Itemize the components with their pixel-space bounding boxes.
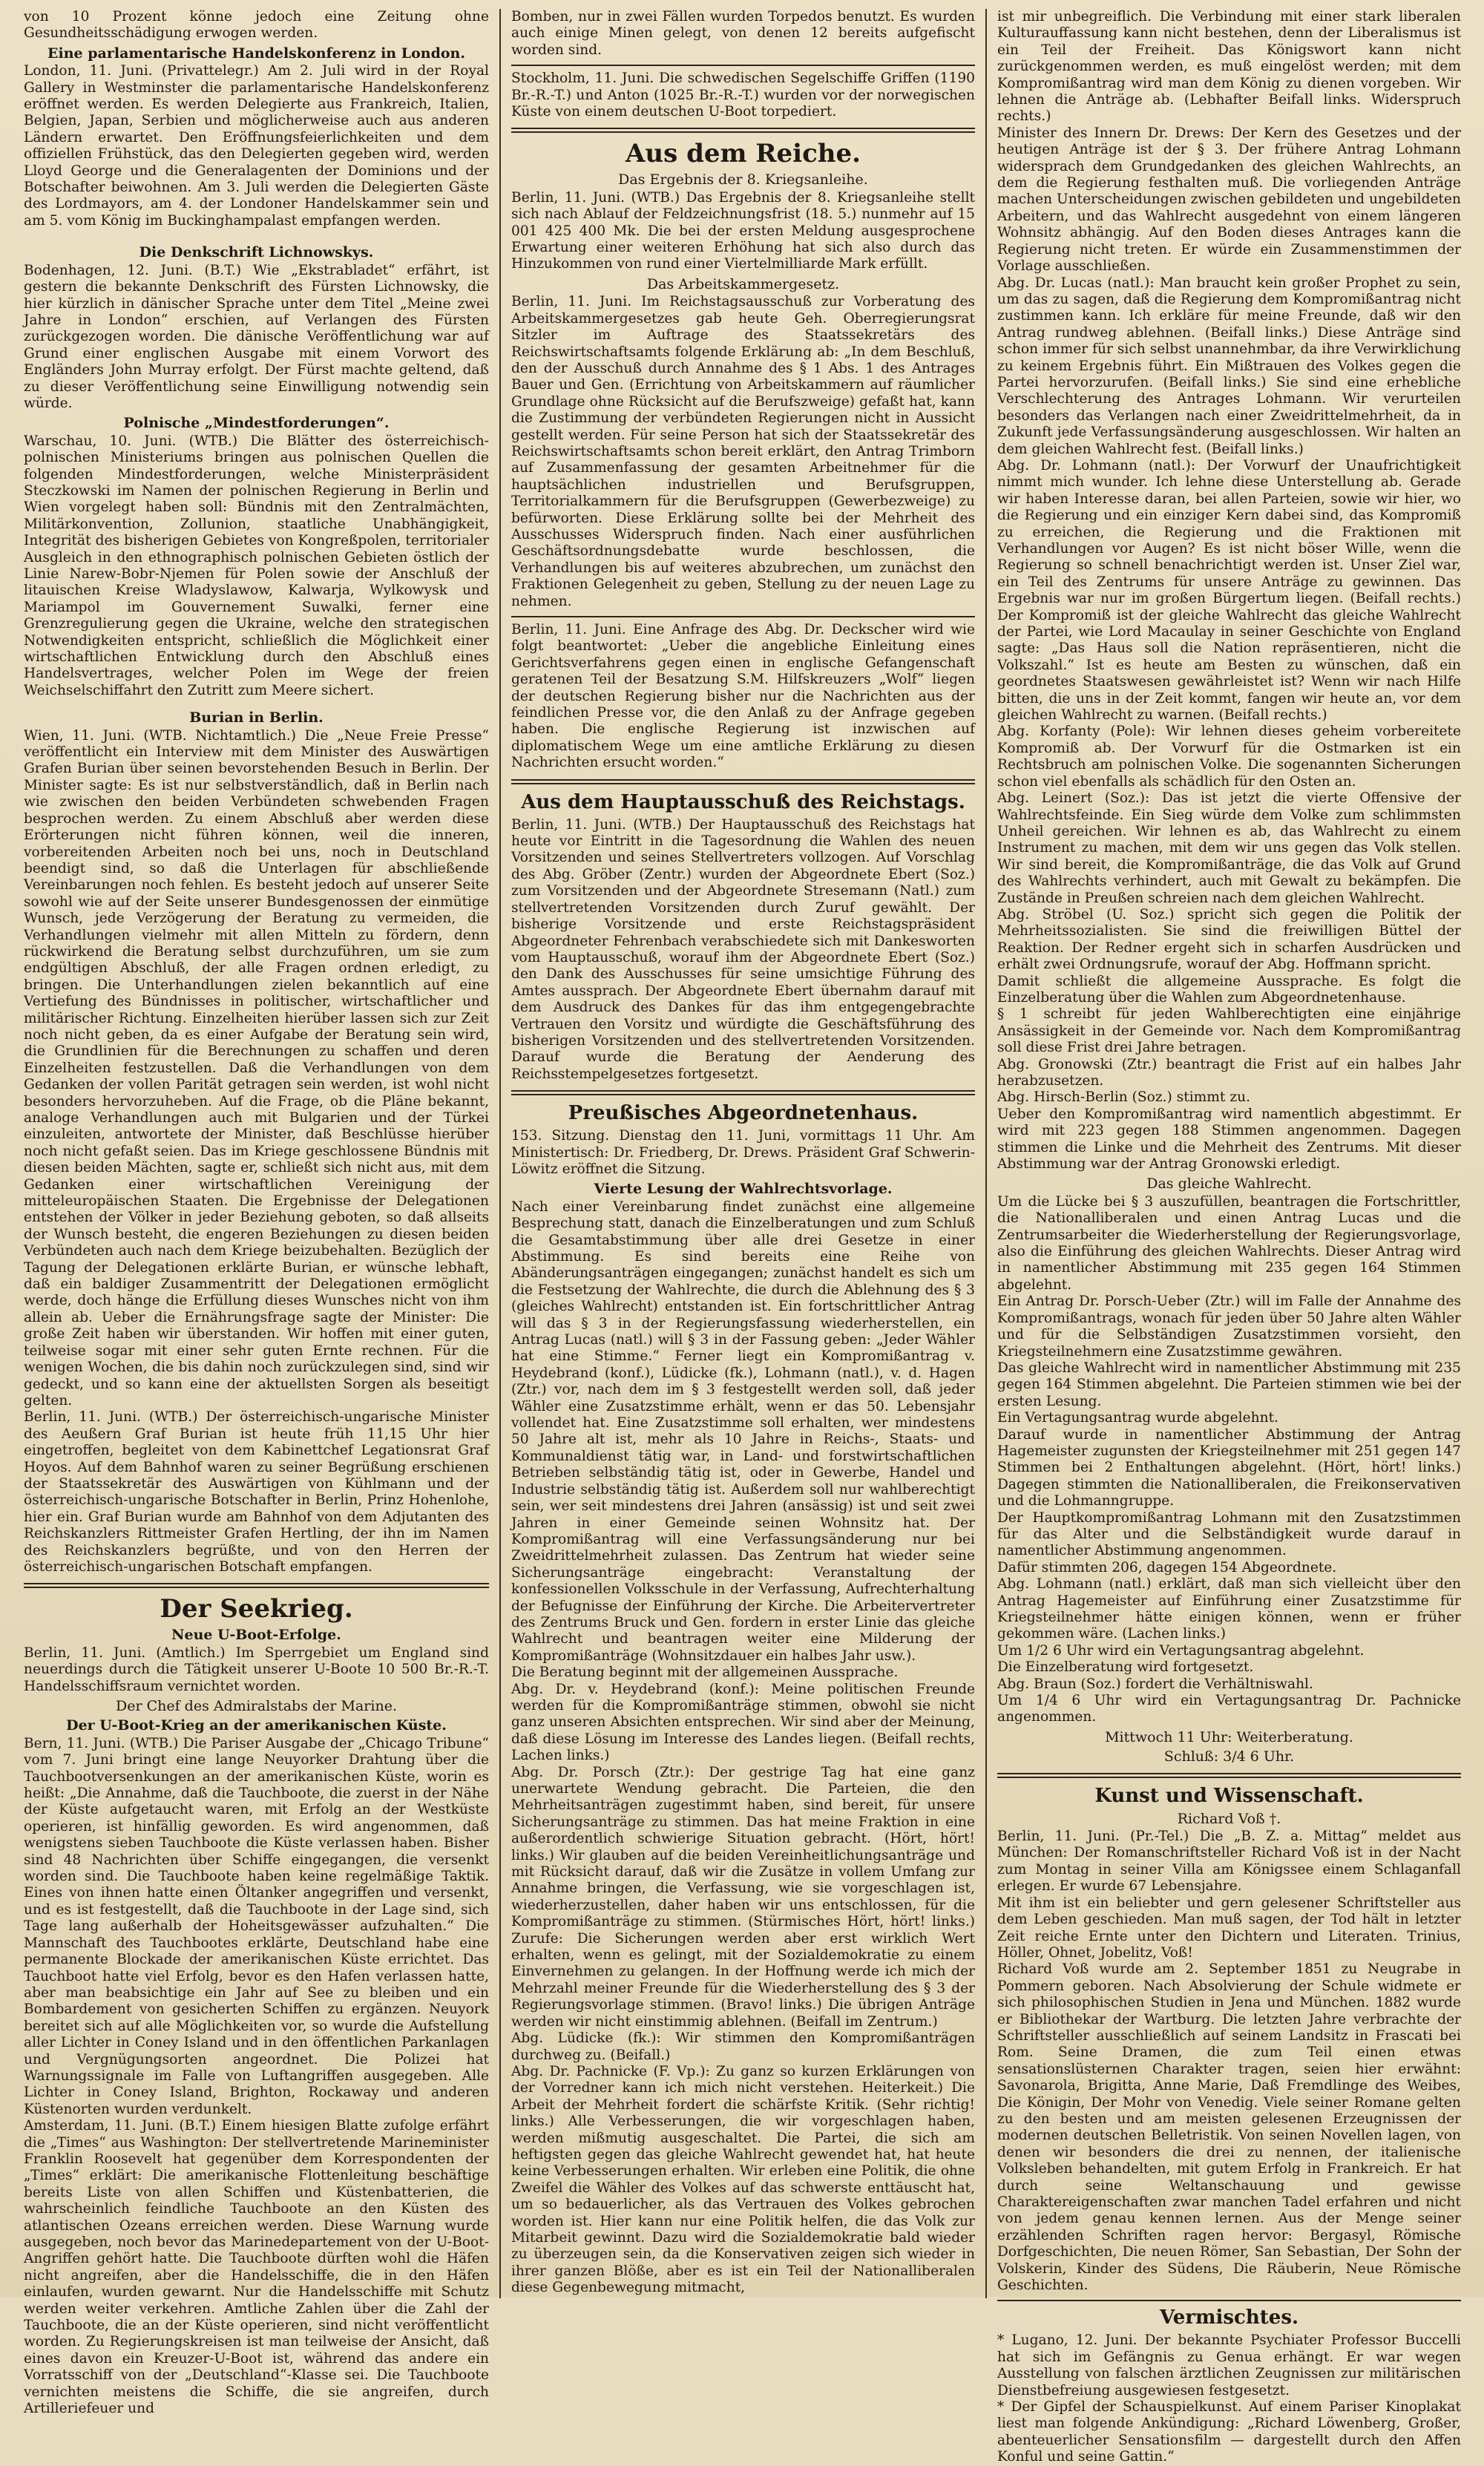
article-text: Abg. Ströbel (U. Soz.) spricht sich gegen die Politik der Mehrheitssozialisten. Sie sind die freiwilligen Büttel der Reaktion. Der Redner ergeht sich in scharfen Ausdrücken und erhält zwei Ordnungsrufe, worauf der Abg. Hoffmann spricht. <box>997 906 1461 973</box>
column-3 <box>985 9 1471 2465</box>
article-text: Berlin, 11. Juni. (WTB.) Der Hauptausschuß des Reichstags hat heute vor Eintritt in die Tagesordnung die Wahlen des neuen Vorsitzenden und seines Stellvertreters vollzogen. Auf Vorschlag des Abg. Gröber (Zentr.) wurden der Abgeordnete Ebert (Soz.) zum Vorsitzenden und der Abgeordnete Stresemann (Natl.) zum stellvertretenden Vorsitzenden durch Zuruf gewählt. Der bisherige Vorsitzende und erste Reichstagspräsident Abgeordneter Fehrenbach verabschiedete sich mit Dankesworten vom Hauptausschuß, worauf ihm der Abgeordnete Ebert (Soz.) den Dank des Ausschusses für seine umsichtige Führung des Amtes aussprach. Der Abgeordnete Ebert übernahm darauf mit dem Ausdruck des Dankes für das ihm entgegengebrachte Vertrauen den Vorsitz und würdigte die Geschäftsführung des bisherigen Vorsitzenden und des stellvertretenden Vorsitzenden. Darauf wurde die Beratung der Aenderung des Reichsstempelgesetzes fortgesetzt. <box>511 816 975 1082</box>
article-text: Der Hauptkompromißantrag Lohmann mit den Zusatzstimmen für das Alter und die Selbständigkeit wurde darauf in namentlicher Abstimmung angenommen. <box>997 1509 1461 1559</box>
section-rule <box>511 128 975 133</box>
article-text: Abg. Lohmann (natl.) erklärt, daß man sich vielleicht über den Antrag Hagemeister auf Einführung einer Zusatzstimme für Kriegsteilnehmer hätte einigen können, wenn er früher gekommen wäre. (Lachen links.) <box>997 1576 1461 1642</box>
article-text: Dafür stimmten 206, dagegen 154 Abgeordnete. <box>997 1559 1337 1575</box>
article-text: Darauf wurde in namentlicher Abstimmung der Antrag Hagemeister zugunsten der Kriegsteilnehmer mit 251 gegen 147 Stimmen bei 2 Enthaltungen abgelehnt. (Hört, hört! links.) Dagegen stimmten die Nationalliberalen, die Freikonservativen und die Lohmanngruppe. <box>997 1426 1461 1509</box>
article-text: Ein Antrag Dr. Porsch-Ueber (Ztr.) will im Falle der Annahme des Kompromißantrags, wonach für jeden über 50 Jahre alten Wähler und für die Selbständigen Zusatzstimmen vorsieht, den Kriegsteilnehmern eine Zusatzstimme gewähren. <box>997 1293 1461 1360</box>
article-text: Ueber den Kompromißantrag wird namentlich abgestimmt. Er wird mit 223 gegen 188 Stimmen angenommen. Dagegen stimmen die Linke und die Mehrheit des Zentrums. Mit dieser Abstimmung war der Antrag Gronowski erledigt. <box>997 1106 1461 1173</box>
article-text: Minister des Innern Dr. Drews: Der Kern des Gesetzes und der heutigen Anträge ist der § 3. Der frühere Antrag Lohmann widersprach dem Grundgedanken des gleichen Wahlrechts, an dem die Regierung festhalten muß. Die vorliegenden Anträge machen Unterscheidungen zwischen gebildeten und ungebildeten Arbeitern, und das Wahlrecht ausgedehnt von einem längeren Wohnsitz abhängig. Auf den Boden dieses Antrages kann die Regierung nicht treten. Er würde ein Zusammenstimmen der Vorlage ausschließen. <box>997 125 1461 275</box>
article-text: Ein Vertagungsantrag wurde abgelehnt. <box>997 1410 1278 1426</box>
section-headline: Preußisches Abgeordnetenhaus. <box>568 1102 919 1125</box>
article-text: Berlin, 11. Juni. (WTB.) Der österreichisch-ungarische Minister des Aeußern Graf Burian ist heute früh 11,15 Uhr hier eingetroffen, begleitet von dem Kabinettchef Legationsrat Graf Hoyos. Auf dem Bahnhof waren zu seiner Begrüßung erschienen der Staatssekretär des Auswärtigen von Kühlmann und der österreichisch-ungarische Botschafter in Berlin, Prinz Hohenlohe, hier ein. Graf Burian wurde am Bahnhof von dem Adjutanten des Reichskanzlers Rittmeister Grafen Hertling, der ihn im Namen des Reichskanzlers begrüßte, und von den Herren der österreichisch-ungarischen Botschaft empfangen. <box>24 1409 489 1575</box>
article-text: Das gleiche Wahlrecht wird in namentlicher Abstimmung mit 235 gegen 164 Stimmen abgelehnt. Die Parteien stimmen wie bei der ersten Lesung. <box>997 1360 1461 1409</box>
article-text: Abg. Dr. v. Heydebrand (konf.): Meine politischen Freunde werden für die Kompromißanträge stimmen, obwohl sie nicht ganz unseren Absichten entsprechen. Wir sind aber der Meinung, daß diese Lösung im Interesse des Landes liegen. (Beifall rechts, Lachen links.) <box>511 1681 975 1764</box>
section-rule <box>997 1773 1461 1778</box>
article-text: Amsterdam, 11. Juni. (B.T.) Einem hiesigen Blatte zufolge erfährt die „Times“ aus Washington: Der stellvertretende Marineminister Franklin Roosevelt hat gegenüber dem Korrespondenten der „Times“ erklärt: Die amerikanische Flottenleitung beschäftige bereits Liste von allen Schiffen und Küstenbatterien, die wahrscheinlich feindliche Tauchboote an den Küsten des atlantischen Ozeans erreichen werden. Diese Warnung wurde ausgegeben, noch bevor das Marinedepartement von der U-Boot-Angriffen gehört hatte. Die Tauchboote dürften wohl die Häfen nicht angreifen, aber die Handelsschiffe, die in den Häfen einlaufen, wurden gewarnt. Nur die Handelsschiffe mit Schutz werden weiter verkehren. Amtliche Zahlen über die Zahl der Tauchboote, die an der Küste operieren, sind nicht veröffentlicht worden. Zu Regierungskreisen ist man teilweise der Ansicht, daß eines davon ein Kreuzer-U-Boot ist, während das andere ein Vorratsschiff von der „Deutschland“-Klasse sei. Die Tauchboote vernichten meistens die Schiffe, die sie angreifen, durch Artilleriefeuer und <box>24 2118 489 2417</box>
article-text: Berlin, 11. Juni. (WTB.) Das Ergebnis der 8. Kriegsanleihe stellt sich nach Ablauf der Feldzeichnungsfrist (18. 5.) nunmehr auf 15 001 425 400 Mk. Die bei der ersten Meldung ausgesprochene Erwartung einer weiteren Erhöhung hat sich also durch das Hinzukommen von rund einer Viertelmilliarde Mark erfüllt. <box>511 189 975 272</box>
article-text: ist mir unbegreiflich. Die Verbindung mit einer stark liberalen Kulturauffassung kann nicht bestehen, denn der Liberalismus ist ein Teil der Freiheit. Das Königswort kann nicht zurückgenommen werden, es muß eingelöst werden; mit dem Kompromißantrag wird man dem König zu dienen vorgeben. Wir lehnen die Anträge ab. (Lebhafter Beifall links. Widerspruch rechts.) <box>997 9 1461 125</box>
article-text: * Der Gipfel der Schauspielkunst. Auf einem Pariser Kinoplakat liest man folgende Ankündigung: „Richard Löwenberg, Großer, abenteuerlicher Sensationsfilm — dargestellt durch den Affen Konful und seine Gattin.“ <box>997 2399 1461 2465</box>
article-text: Abg. Dr. Lohmann (natl.): Der Vorwurf der Unaufrichtigkeit nimmt mich wunder. Ich lehne diese Unterstellung ab. Gerade wir haben Interesse daran, bei allen Parteien, sowie wir hier, wo die Regierung und ein einziger Kern dabei sind, das Kompromiß zu erreichen, die Regierung und die Fraktionen mit Verhandlungen vor Augen? Es ist nicht böser Wille, wenn die Regierung so schnell benachrichtigt werden ist. Unser Ziel war, ein Teil des Zentrums für unsere Anträge zu gewinnen. Das Ergebnis war nur im großen Bürgertum liegen. (Beifall rechts.) Der Kompromiß ist der gleiche Wahlrecht das gleiche Wahlrecht der Partei, wie Lord Macaulay in seiner Geschichte von England sagte: „Das Haus soll die Nation repräsentieren, nicht die Volkszahl.“ Ist es heute am Besten zu wünschen, daß ein geordnetes Staatswesen gewährleistet ist? Wenn wir nach Hilfe bitten, die uns in der Zeit kommt, fangen wir heute an, vor dem gleichen Wahlrecht zu warnen. (Beifall rechts.) <box>997 457 1461 724</box>
article-text: Stockholm, 11. Juni. Die schwedischen Segelschiffe Griffen (1190 Br.-R.-T.) und Anton (1025 Br.-R.-T.) wurden vor der norwegischen Küste von einem deutschen U-Boot torpediert. <box>511 70 975 120</box>
continued-text: von 10 Prozent könne jedoch eine Zeitung ohne Gesundheitsschädigung erwogen werden. <box>24 9 489 42</box>
article-headline: Neue U-Boot-Erfolge. <box>171 1627 341 1644</box>
article-text: Schluß: 3/4 6 Uhr. <box>1163 1748 1295 1765</box>
section-headline: Vermischtes. <box>1159 2306 1299 2329</box>
article-text: Um 1/4 6 Uhr wird ein Vertagungsantrag Dr. Pachnicke angenommen. <box>997 1693 1461 1725</box>
article-text: Die Beratung beginnt mit der allgemeinen Aussprache. <box>511 1665 899 1681</box>
section-rule <box>511 779 975 784</box>
article-headline: Der U-Boot-Krieg an der amerikanischen Küste. <box>66 1717 447 1734</box>
article-text: Abg. Lüdicke (fk.): Wir stimmen den Kompromißanträgen durchweg zu. (Beifall.) <box>511 2030 975 2063</box>
article-headline: Die Denkschrift Lichnowskys. <box>139 244 374 261</box>
article-text: Berlin, 11. Juni. Im Reichstagsausschuß zur Vorberatung des Arbeitskammergesetzes gab heute Geh. Oberregierungsrat Sitzler im Auftrage des Staatssekretärs des Reichswirtschaftsamts folgende Erklärung ab: „In dem Beschluß, den der Ausschuß durch Annahme des § 1 Abs. 1 des Antrages Bauer und Gen. (Errichtung von Arbeitskammern auf räumlicher Grundlage ohne Rücksicht auf die Berufszweige) gefaßt hat, kann die Zustimmung der verbündeten Regierungen nicht in Aussicht gestellt werden. Für seine Person hat sich der Staatssekretär des Reichswirtschaftsamts schon bereit erklärt, den Antrag Trimborn auf Zusammenfassung der gesamten Arbeitnehmer für die hauptsächlichen industriellen und Berufsgruppen, Territorialkammern für die Berufsgruppen (Gewerbezweige) zu befürworten. Diese Erklärung sollte bei der Mehrheit des Ausschusses Widerspruch finden. Nach einer ausführlichen Geschäftsordnungsdebatte wurde beschlossen, die Verhandlungen bis auf weiteres abzubrechen, um zunächst den Fraktionen Gelegenheit zu geben, Stellung zu der neuen Lage zu nehmen. <box>511 294 975 609</box>
article-text: Die Einzelberatung wird fortgesetzt. <box>997 1659 1254 1676</box>
article-text: Abg. Braun (Soz.) fordert die Verhältniswahl. <box>997 1676 1313 1692</box>
article-text: 153. Sitzung. Dienstag den 11. Juni, vormittags 11 Uhr. Am Ministertisch: Dr. Friedberg, Dr. Drews. Präsident Graf Schwerin-Löwitz eröffnet die Sitzung. <box>511 1128 975 1177</box>
article-text: London, 11. Juni. (Privattelegr.) Am 2. Juli wird in der Royal Gallery in Westminster die parlamentarische Handelskonferenz eröffnet werden. Es werden Delegierte aus Frankreich, Italien, Belgien, Japan, Serbien und möglicherweise auch aus anderen Ländern erwartet. Den Eröffnungsfeierlichkeiten und dem offiziellen Frühstück, das den Delegierten gegeben wird, werden Lloyd George und die Generalagenten der Dominions und der Botschafter beiwohnen. Am 3. Juli werden die Delegierten Gäste des Lordmayors, am 4. der Londoner Handelskammer sein und am 5. vom König im Buckinghampalast empfangen werden. <box>24 63 489 229</box>
article-headline: Polnische „Mindestforderungen“. <box>123 415 390 432</box>
article-text: Abg. Dr. Pachnicke (F. Vp.): Zu ganz so kurzen Erklärungen von der Vorredner kann ich mich nicht verstehen. Heiterkeit.) Die Arbeit der Mehrheit fordert die schärfste Kritik. (Sehr richtig! links.) Alle Verbesserungen, die wir vorgeschlagen haben, werden mißmutig ausgeschaltet. Die Partei, die sich am heftigsten gegen das gleiche Wahlrecht gewendet hat, hat heute keine Verbesserungen erhalten. Wir erleben eine Politik, die ohne Zweifel die Wähler des Volkes auf das schwerste enttäuscht hat, um so bedauerlicher, als das Vertrauen des Volkes gebrochen worden ist. Hier kann nur eine Politik helfen, die das Volk zur Mitarbeit gewinnt. Dazu wird die Sozialdemokratie bald wieder zu überzeugen sein, da die Konservativen zeigen sich wieder in ihrer ganzen Blöße, aber es ist ein Teil der Nationalliberalen diese Gegenbewegung mitmacht, <box>511 2063 975 2296</box>
article-text: Um die Lücke bei § 3 auszufüllen, beantragen die Fortschrittler, die Nationalliberalen und einen Antrag Lucas und die Zentrumsarbeiter die Wiederherstellung der Regierungsvorlage, also die Einführung des gleichen Wahlrechts. Dieser Antrag wird in namentlicher Abstimmung mit 235 gegen 164 Stimmen abgelehnt. <box>997 1193 1461 1293</box>
article-text: Mittwoch 11 Uhr: Weiterberatung. <box>1105 1728 1353 1745</box>
article-headline: Das gleiche Wahlrecht. <box>1146 1175 1312 1193</box>
article-text: Abg. Korfanty (Pole): Wir lehnen dieses geheim vorbereitete Kompromiß ab. Der Vorwurf für die Ostmarken ist ein Rechtsbruch am polnischen Volke. Die sogenannten Sicherungen schon viel ebenfalls als schädlich für den Osten an. <box>997 724 1461 790</box>
article-text: Berlin, 11. Juni. Eine Anfrage des Abg. Dr. Deckscher wird wie folgt beantwortet: „Ueber die angebliche Einleitung eines Gerichtsverfahrens gegen einen in englische Gefangenschaft geratenen Teil der Besatzung S.M. Hilfskreuzers „Wolf“ liegen der deutschen Regierung bisher nur die Nachrichten aus der feindlichen Presse vor, die den Anlaß zu der Anfrage gegeben haben. Die englische Regierung ist inzwischen auf diplomatischem Wege um eine amtliche Erklärung zu diesen Nachrichten ersucht worden.“ <box>511 622 975 771</box>
article-headline: Vierte Lesung der Wahlrechtsvorlage. <box>594 1181 893 1198</box>
article-text: Abg. Hirsch-Berlin (Soz.) stimmt zu. <box>997 1089 1250 1106</box>
article-text: Abg. Dr. Lucas (natl.): Man braucht kein großer Prophet zu sein, um das zu sagen, daß die Regierung dem Kompromißantrag nicht zustimmen kann. Ich erkläre für meine Freunde, daß wir den Antrag rundweg ablehnen. (Beifall links.) Diese Anträge sind schon immer für sich selbst unannehmbar, da ihre Verwirklichung zu keinem Ergebnis führt. Ein Mißtrauen des Volkes gegen die Partei hervorzurufen. (Beifall links.) Sie sind eine erhebliche Verschlechterung des Antrages Lohmann. Wir verurteilen besonders das Verlangen nach einer Zweidrittelmehrheit, da in Zukunft jede Verfassungsänderung ausgeschlossen. Wir halten an dem gleichen Wahlrecht fest. (Beifall links.) <box>997 275 1461 457</box>
column-1 <box>13 9 499 2417</box>
article-headline: Das Ergebnis der 8. Kriegsanleihe. <box>618 171 868 188</box>
article-text: § 1 schreibt für jeden Wahlberechtigten eine einjährige Ansässigkeit in der Gemeinde vor. Nach dem Kompromißantrag soll diese Frist drei Jahre betragen. <box>997 1006 1461 1056</box>
article-rule <box>997 2300 1461 2301</box>
article-text: Mit ihm ist ein beliebter und gern gelesener Schriftsteller aus dem Leben geschieden. Man muß sagen, der Tod hält in letzter Zeit reiche Ernte unter den Dichtern und Literaten. Trinius, Höller, Ohnet, Jobelitz, Voß! <box>997 1895 1461 1961</box>
section-rule <box>511 1090 975 1095</box>
article-text: Damit schließt die allgemeine Aussprache. Es folgt die Einzelberatung über die Wahlen zum Abgeordnetenhause. <box>997 973 1461 1006</box>
section-headline: Kunst und Wissenschaft. <box>1094 1784 1364 1807</box>
article-text: Abg. Leinert (Soz.): Das ist jetzt die vierte Offensive der Wahlrechtsfeinde. Ein Sieg würde dem Volke zum schlimmsten Unheil gereichen. Wir lehnen es ab, das Wahlrecht zu einem Instrument zu machen, mit dem wir uns gegen das Volk stellen. Wir sind bereit, die Kompromißanträge, die das Volk auf Grund des Wahlrechts verhindert, auch mit Gewalt zu bekämpfen. Die Zustände in Preußen schreien nach dem gleichen Wahlrecht. <box>997 790 1461 906</box>
section-headline: Der Seekrieg. <box>160 1594 353 1624</box>
article-text: Um 1/2 6 Uhr wird ein Vertagungsantrag abgelehnt. <box>997 1642 1365 1659</box>
article-text: Bern, 11. Juni. (WTB.) Die Pariser Ausgabe der „Chicago Tribune“ vom 7. Juni bringt eine lange Neuyorker Drahtung über die Tauchbootversenkungen an der amerikanischen Küste, worin es heißt: „Die Annahme, daß die Tauchboote, die zuerst in der Nähe der Küste aufgetaucht waren, mit Erfolg an der Westküste operieren, ist hinfällig geworden. Es wird angenommen, daß wenigstens sieben Tauchboote die Küste verlassen haben. Bisher sind 48 Nachrichten über Schiffe eingegangen, die versenkt worden sind. Die Tauchboote haben keine regelmäßige Taktik. Eines von ihnen hatte einen Öltanker angegriffen und versenkt, und es ist festgestellt, daß die Tauchboote in der Lage sind, sich Tage lang außerhalb der Hoheitsgewässer aufzuhalten.“ Die Mannschaft des Tauchbootes erklärte, Deutschland habe eine permanente Blockade der amerikanischen Küste errichtet. Das Tauchboot hatte viel Erfolg, bevor es den Hafen verlassen hatte, aber man beabsichtige ein Jahr auf See zu bleiben und ein Bombardement von gesicherten Schiffen zu ergänzen. Neuyork bereitet sich auf alle Möglichkeiten vor, so wurde die Aufstellung aller Lichter in Coney Island und in den öffentlichen Parkanlagen und Vergnügungsorten angeordnet. Die Polizei hat Warnungssignale im Falle von Luftangriffen ausgegeben. Alle Lichter in Coney Island, Brighton, Rockaway und anderen Küstenorten wurden verdunkelt. <box>24 1735 489 2117</box>
section-headline: Aus dem Reiche. <box>626 139 861 169</box>
article-headline: Eine parlamentarische Handelskonferenz in London. <box>47 45 465 62</box>
article-text: Wien, 11. Juni. (WTB. Nichtamtlich.) Die „Neue Freie Presse“ veröffentlicht ein Interview mit dem Minister des Auswärtigen Grafen Burian über seinen bevorstehenden Besuch in Berlin. Der Minister sagte: Es ist nur selbstverständlich, daß in Berlin nach wie zwischen den beiden Verbündeten schwebenden Fragen besprochen werden. Zu einem Abschluß aber werden diese Erörterungen nicht führen können, weil die inneren, vorbereitenden Arbeiten noch bei uns, noch in Deutschland beendigt sind, so daß die Unterlagen für abschließende Vereinbarungen noch fehlen. Es besteht jedoch auf unserer Seite sowohl wie auf der Seite unserer Bundesgenossen der einmütige Wunsch, jede Verzögerung der Beratung zu vermeiden, die Verhandlungen vielmehr mit allen Mitteln zu fördern, denn rückwirkend die Beratung selbst durchzuführen, um sie zum endgültigen Abschluß, der alle Fragen ordnen erledigt, zu bringen. Die Unterhandlungen zielen bekanntlich auf eine Vertiefung des Bündnisses in politischer, wirtschaftlicher und militärischer Richtung. Einzelheiten hierüber lassen sich zur Zeit noch nicht geben, da es einer Aufgabe der Beratung sein wird, die Grundlinien für die Berechnungen zu schaffen und deren Einzelheiten festzustellen. Daß die Verhandlungen von dem Gedanken der vollen Parität getragen sein werden, ist wohl nicht besonders hervorzuheben. Auf die Frage, ob die Pläne bekannt, analoge Verhandlungen auch mit Bulgarien und der Türkei einzuleiten, antwortete der Minister, daß Beschlüsse hierüber noch nicht gefaßt seien. Das im Kriege geschlossene Bündnis mit diesen beiden Mächten, sagte er, schließt sich nicht aus, mit dem Gedanken einer wirtschaftlichen Vereinigung der mitteleuropäischen Staaten. Die Ergebnisse der Delegationen entstehen der Völker in jeder Beziehung geboten, so daß allseits der Wunsch besteht, die engeren Beziehungen zu diesen beiden Verbündeten auch nach dem Kriege beizubehalten. Bezüglich der Tagung der Delegationen erklärte Burian, er wünsche lebhaft, daß ein baldiger Zusammentritt der Delegationen ermöglicht werde, doch hänge die Erfüllung dieses Wunsches nicht von ihm allein ab. Ueber die Ernährungsfrage sagte der Minister: Die große Zeit haben wir überstanden. Wir hoffen mit einer guten, teilweise sogar mit einer sehr guten Ernte rechnen. Für die wenigen Wochen, die bis dahin noch zurückzulegen sind, sind wir gedeckt, und so kann eine der aktuellsten Sorgen als beseitigt gelten. <box>24 727 489 1409</box>
article-text: Nach einer Vereinbarung findet zunächst eine allgemeine Besprechung statt, danach die Einzelberatungen und zum Schluß die Gesamtabstimmung über alle drei Gesetze in einer Abstimmung. Es sind bereits eine Reihe von Abänderungsanträgen eingegangen; zunächst handelt es sich um die Festsetzung der Wahlrechte, die durch die Ablehnung des § 3 (gleiches Wahlrecht) entstanden ist. Ein fortschrittlicher Antrag will das § 3 in der Regierungsfassung wiederherstellen, ein Antrag Lucas (natl.) will § 3 in der Fassung geben: „Jeder Wähler hat eine Stimme.“ Ferner liegt ein Kompromißantrag v. Heydebrand (konf.), Lüdicke (fk.), Lohmann (natl.), v. d. Hagen (Ztr.) vor, nach dem im § 3 festgestellt werden soll, daß jeder Wähler eine Zusatzstimme erhält, wenn er das 50. Lebensjahr vollendet hat. Eine Zusatzstimme soll erhalten, wer mindestens 50 Jahre alt ist, mehr als 10 Jahre in Reichs-, Staats- und Kommunaldienst tätig war, in Land- und forstwirtschaftlichen Betrieben selbständig tätig ist, oder in Gewerbe, Handel und Industrie selbständig tätig ist. Außerdem soll nur wahlberechtigt sein, wer seit mindestens drei Jahren (ansässig) ist und seit zwei Jahren in einer Gemeinde seinen Wohnsitz hat. Der Kompromißantrag will eine Verfassungsänderung nur bei Zweidrittelmehrheit zulassen. Das Zentrum hat wieder seine Sicherungsanträge eingebracht: Veranstaltung der konfessionellen Volksschule in der Verfassung, Aufrechterhaltung der Befugnisse der Einführung der Kirche. Die Arbeitervertreter des Zentrums Bruck und Gen. fordern in erster Linie das gleiche Wahlrecht und beantragen weiter eine Milderung der Kompromißanträge (Wohnsitzdauer ein halbes Jahr usw.). <box>511 1198 975 1664</box>
article-headline: Das Arbeitskammergesetz. <box>646 275 840 292</box>
section-rule <box>24 1583 489 1588</box>
article-headline: Burian in Berlin. <box>189 709 324 727</box>
article-text: Richard Voß wurde am 2. September 1851 zu Neugrabe in Pommern geboren. Nach Absolvierung der Schule widmete er sich philosophischen Studien in Jena und München. 1882 wurde er Bibliothekar der Wartburg. Die letzten Jahre verbrachte der Schriftsteller ausschließlich auf seinem Landsitz in Frascati bei Rom. Seine Dramen, die zum Teil einen etwas sensationslüsternen Charakter tragen, seien hier erwähnt: Savonarola, Brigitta, Anne Marie, Daß Fremdlinge des Weibes, Die Königin, Der Mohr von Venedig. Viele seiner Romane gelten zu den besten und am meisten gelesenen Erzeugnissen der modernen deutschen Belletristik. Von seinen Novellen lagen, von denen wir besonders die drei zu nennen, der italienische Volksleben behandelten, mit gutem Erfolg in Frankreich. Er hat durch seine Weltanschauung und gewisse Charaktereigenschaften zwar manchen Tadel erfahren und nicht von jedem genau kennen lernen. Aus der Menge seiner erzählenden Schriften ragen hervor: Bergasyl, Römische Dorfgeschichten, Die neuen Römer, San Sebastian, Der Sohn der Volskerin, Kinder des Südens, Die Räuberin, Neue Römische Geschichten. <box>997 1961 1461 2294</box>
article-text: Abg. Dr. Porsch (Ztr.): Der gestrige Tag hat eine ganz unerwartete Wendung gebracht. Die Parteien, die den Mehrheitsanträgen zugestimmt haben, sind bereit, für unsere Sicherungsanträge zu stimmen. Das hat meine Fraktion in eine außerordentlich schwierige Situation gebracht. (Hört, hört! links.) Wir glauben auf die beiden Vereinheitlichungsanträge und mit Rücksicht darauf, daß wir die Zusätze in vollem Umfang zur Annahme bringen, die Verfassung, wie sie vorgeschlagen ist, wiederherzustellen, daher haben wir uns entschlossen, für die Kompromißanträge zu stimmen. (Stürmisches Hört, hört! links.) Zurufe: Die Sicherungen werden aber erst wirklich Wert erhalten, wenn es gelingt, mit der Sozialdemokratie zu einem Einvernehmen zu gelangen. In der Hoffnung werde ich mich der Mehrzahl meiner Freunde für die Wiederherstellung des § 3 der Regierungsvorlage stimmen. (Bravo! links.) Die übrigen Anträge werden wir nicht einstimmig ablehnen. (Beifall im Zentrum.) <box>511 1764 975 2030</box>
article-text: Abg. Gronowski (Ztr.) beantragt die Frist auf ein halbes Jahr herabzusetzen. <box>997 1056 1461 1089</box>
article-text: Warschau, 10. Juni. (WTB.) Die Blätter des österreichisch-polnischen Ministeriums bringen aus polnischen Quellen die folgenden Mindestforderungen, welche Ministerpräsident Steczkowski im Namen der polnischen Regierung in Berlin und Wien vorgelegt haben soll: Bündnis mit den Zentralmächten, Militärkonvention, Zollunion, staatliche Unabhängigkeit, Integrität des bisherigen Gebietes von Kongreßpolen, territorialer Ausgleich in den ethnographisch polnischen Gebieten östlich der Linie Narew-Bobr-Njemen für Polen sowie der Anschluß der litauischen Kreise Wladyslawow, Kalwarja, Wylkowysk und Mariampol im Gouvernement Suwalki, ferner eine Grenzregulierung gegen die Ukraine, welche den strategischen Notwendigkeiten entspricht, schließlich die Möglichkeit einer wirtschaftlichen Entwicklung durch den Abschluß eines Handelsvertrages, welcher Polen im Wege der freien Weichselschiffahrt den Zutritt zum Meere sichert. <box>24 433 489 698</box>
section-headline: Aus dem Hauptausschuß des Reichstags. <box>521 790 965 813</box>
column-2 <box>499 9 985 2298</box>
article-signature: Der Chef des Admiralstabs der Marine. <box>115 1698 397 1714</box>
article-text: Berlin, 11. Juni. (Pr.-Tel.) Die „B. Z. a. Mittag“ meldet aus München: Der Romanschriftsteller Richard Voß ist in der Nacht zum Montag in seiner Villa am Königssee einem Schlaganfall erlegen. Er wurde 67 Lebensjahre. <box>997 1829 1461 1895</box>
article-headline: Richard Voß †. <box>1177 1810 1281 1827</box>
article-rule <box>511 65 975 66</box>
article-rule <box>511 616 975 617</box>
article-text: Bodenhagen, 12. Juni. (B.T.) Wie „Ekstrabladet“ erfährt, ist gestern die bekannte Denkschrift des Fürsten Lichnowsky, die hier kürzlich in dänischer Sprache unter dem Titel „Meine zwei Jahre in London“ erschien, auf Verlangen des Fürsten zurückgezogen worden. Die dänische Veröffentlichung war auf Grund einer englischen Ausgabe mit einem Vorwort des Engländers John Murray erfolgt. Der Fürst machte geltend, daß zu dieser Veröffentlichung seine Einwilligung notwendig sein würde. <box>24 262 489 411</box>
article-text: * Lugano, 12. Juni. Der bekannte Psychiater Professor Buccelli hat sich im Gefängnis zu Genua erhängt. Er war wegen Ausstellung von falschen ärztlichen Zeugnissen zur militärischen Dienstbefreiung ausgewiesen festgesetzt. <box>997 2332 1461 2398</box>
continued-text: Bomben, nur in zwei Fällen wurden Torpedos benutzt. Es wurden auch einige Minen gelegt, von denen 12 bereits aufgefischt worden sind. <box>511 9 975 58</box>
article-text: Berlin, 11. Juni. (Amtlich.) Im Sperrgebiet um England sind neuerdings durch die Tätigkeit unserer U-Boote 10 500 Br.-R.-T. Handelsschiffsraum vernichtet worden. <box>24 1644 489 1694</box>
